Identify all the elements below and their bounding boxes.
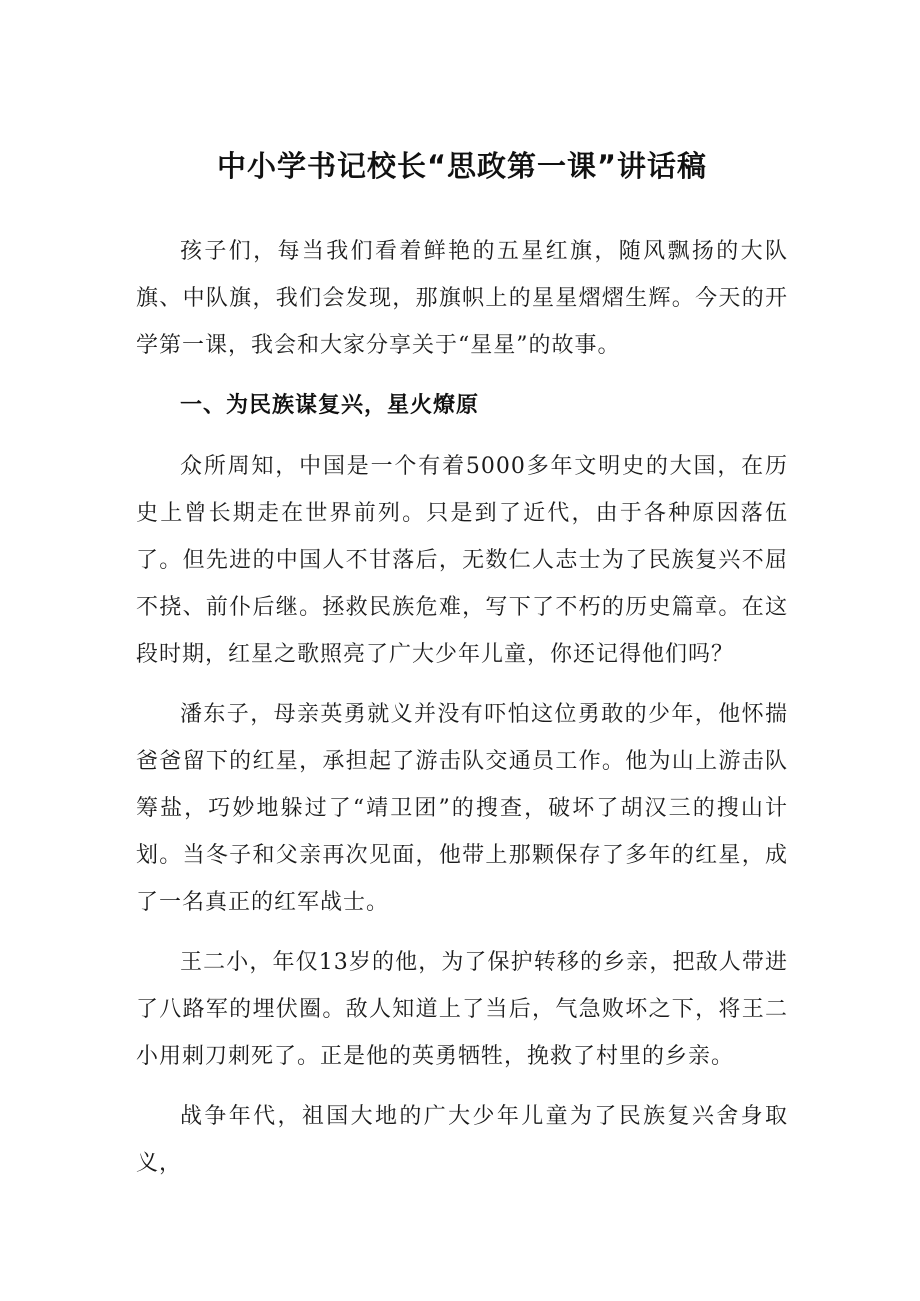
intro-paragraph: 孩子们，每当我们看着鲜艳的五星红旗，随风飘扬的大队旗、中队旗，我们会发现，那旗帜上的星星熠熠生辉。今天的开学第一课，我会和大家分享关于“星星”的故事。 — [136, 239, 788, 358]
document-title: 中小学书记校长“思政第一课”讲话稿 — [216, 149, 708, 183]
section-heading: 一、为民族谋复兴，星火燎原 — [180, 393, 480, 418]
body-paragraph: 众所周知，中国是一个有着5000多年文明史的大国，在历史上曾长期走在世界前列。只是到了近代，由于各种原因落伍了。但先进的中国人不甘落后，无数仁人志士为了民族复兴不屈不挠、前仆后继。拯救民族危难，写下了不朽的历史篇章。在这段时期，红星之歌照亮了广大少年儿童，你还记得他们吗？ — [136, 454, 788, 667]
body-paragraph: 潘东子，母亲英勇就义并没有吓怕这位勇敢的少年，他怀揣爸爸留下的红星，承担起了游击队交通员工作。他为山上游击队筹盐，巧妙地躲过了“靖卫团”的搜查，破坏了胡汉三的搜山计划。当冬子和父亲再次见面，他带上那颗保存了多年的红星，成了一名真正的红军战士。 — [136, 702, 788, 915]
document-body — [136, 142, 788, 1200]
body-paragraph: 战争年代，祖国大地的广大少年儿童为了民族复兴舍身取义， — [136, 1104, 788, 1176]
body-paragraph: 王二小，年仅13岁的他，为了保护转移的乡亲，把敌人带进了八路军的埋伏圈。敌人知道上了当后，气急败坏之下，将王二小用刺刀刺死了。正是他的英勇牺牲，挽救了村里的乡亲。 — [136, 950, 788, 1069]
